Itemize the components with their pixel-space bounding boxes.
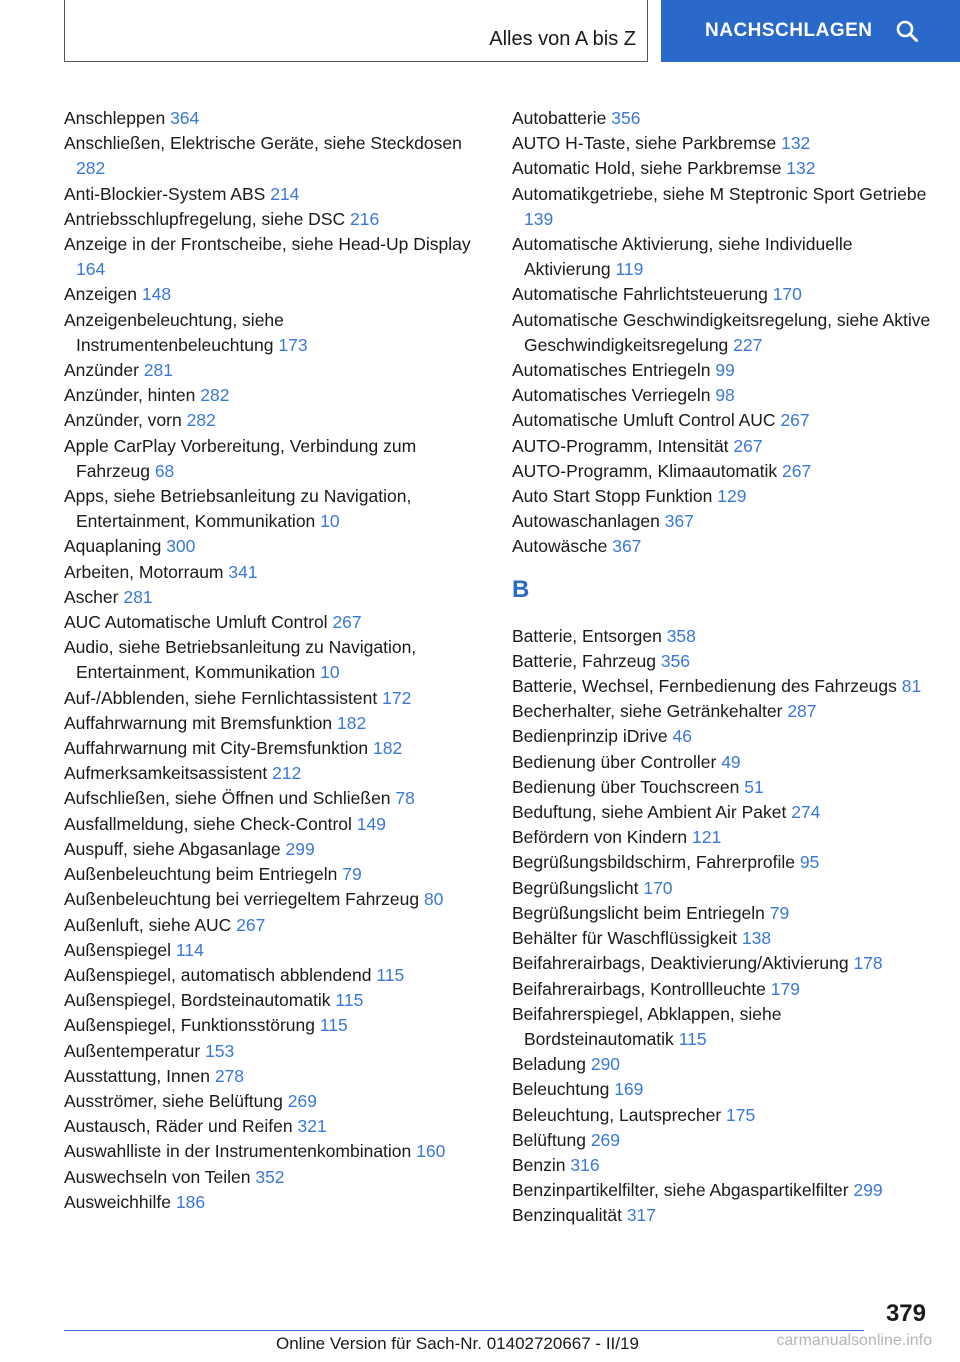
index-entry	[512, 408, 932, 433]
index-entry	[512, 509, 932, 534]
index-entry	[64, 1013, 484, 1038]
page-reference-link[interactable]: 178	[853, 953, 883, 974]
index-term: Bedienung über Touchscreen	[512, 776, 740, 797]
index-term: Anzünder, vorn	[64, 410, 182, 431]
index-term: Außenluft, siehe AUC	[64, 914, 232, 935]
index-entry	[512, 1103, 932, 1128]
index-term: Außenspiegel, Funktionsstörung	[64, 1015, 315, 1036]
index-entry	[512, 775, 932, 800]
page-reference-link[interactable]: 51	[744, 776, 764, 797]
index-entry	[64, 232, 484, 282]
index-term: Ausfallmeldung, siehe Check-Control	[64, 813, 352, 834]
page-reference-link[interactable]: 281	[123, 586, 153, 607]
index-term: Ausstattung, Innen	[64, 1065, 210, 1086]
index-term: Bedienprinzip iDrive	[512, 726, 668, 747]
index-term: Begrüßungslicht beim Entriegeln	[512, 902, 765, 923]
index-term: Anzünder, hinten	[64, 385, 196, 406]
index-entry	[512, 825, 932, 850]
index-group-a-continued	[512, 106, 932, 560]
index-term: Austausch, Räder und Reifen	[64, 1116, 293, 1137]
index-entry	[64, 786, 484, 811]
page-reference-link[interactable]: 10	[320, 662, 340, 683]
page-reference-link[interactable]: 281	[143, 360, 173, 381]
index-entry	[64, 1190, 484, 1215]
index-term: Bedienung über Controller	[512, 751, 717, 772]
index-term: Apps, siehe Betriebsanleitung zu Navigation, Entertainment, Kommunikation	[64, 486, 412, 532]
page-reference-link[interactable]: 316	[570, 1154, 600, 1175]
page-reference-link[interactable]: 81	[901, 676, 922, 697]
index-term: Automatische Aktivierung, siehe Individuelle Aktivierung	[512, 234, 853, 280]
index-entry	[64, 282, 484, 307]
page-reference-link[interactable]: 269	[590, 1129, 621, 1150]
index-term: Auffahrwarnung mit Bremsfunktion	[64, 712, 333, 733]
index-entry	[512, 282, 932, 307]
index-entry	[64, 686, 484, 711]
page-reference-link[interactable]: 356	[660, 650, 691, 671]
index-entry	[64, 207, 484, 232]
index-term: Aufschließen, siehe Öffnen und Schließen	[64, 788, 391, 809]
page-reference-link[interactable]: 148	[141, 284, 172, 305]
index-entry	[64, 1139, 484, 1164]
index-term: Beduftung, siehe Ambient Air Paket	[512, 802, 787, 823]
page-reference-link[interactable]: 214	[270, 183, 300, 204]
page-reference-link[interactable]: 175	[726, 1104, 756, 1125]
index-term: Aufmerksamkeitsassistent	[64, 763, 268, 784]
index-term: Anschleppen	[64, 108, 166, 128]
page-reference-link[interactable]: 49	[721, 751, 741, 772]
section-letter-b: B	[512, 575, 530, 603]
page-reference-link[interactable]: 170	[643, 877, 673, 898]
index-term: Außenbeleuchtung bei verriegeltem Fahrzeug	[64, 889, 420, 910]
index-entry	[64, 812, 484, 837]
index-entry	[64, 988, 484, 1013]
index-entry	[512, 800, 932, 825]
index-term: Antriebsschlupfregelung, siehe DSC	[64, 208, 346, 229]
index-term: Automatische Geschwindigkeitsregelung, siehe Aktive Geschwindigkeitsregelung	[512, 309, 931, 355]
page-reference-link[interactable]: 138	[741, 928, 772, 949]
index-entry	[512, 459, 932, 484]
index-entry	[512, 724, 932, 749]
page-reference-link[interactable]: 164	[76, 259, 106, 280]
index-entry	[64, 837, 484, 862]
page-reference-link[interactable]: 267	[236, 914, 266, 935]
index-entry	[512, 674, 932, 699]
index-term: Automatisches Verriegeln	[512, 385, 711, 406]
page-reference-link[interactable]: 321	[297, 1116, 327, 1137]
index-entry	[64, 711, 484, 736]
page-reference-link[interactable]: 282	[200, 385, 230, 406]
index-term: AUC Automatische Umluft Control	[64, 612, 328, 633]
index-term: Benzinpartikelfilter, siehe Abgaspartikelfilter	[512, 1180, 849, 1201]
index-entry	[512, 534, 932, 559]
page-reference-link[interactable]: 358	[666, 625, 696, 646]
index-term: Ascher	[64, 586, 119, 607]
index-entry	[512, 901, 932, 926]
index-term: Anzeigenbeleuchtung, siehe Instrumentenbeleuchtung	[64, 309, 284, 355]
page-reference-link[interactable]: 267	[782, 460, 812, 481]
index-entry	[64, 761, 484, 786]
page-reference-link[interactable]: 99	[715, 360, 735, 381]
page-reference-link[interactable]: 267	[780, 410, 810, 431]
index-term: Automatic Hold, siehe Parkbremse	[512, 158, 782, 179]
page-reference-link[interactable]: 160	[416, 1141, 446, 1162]
page-reference-link[interactable]: 282	[186, 410, 216, 431]
index-entry	[64, 484, 484, 534]
index-term: Auspuff, siehe Abgasanlage	[64, 838, 281, 859]
page-reference-link[interactable]: 98	[715, 385, 735, 406]
index-term: Beifahrerairbags, Deaktivierung/Aktivierung	[512, 953, 849, 974]
index-entry	[512, 131, 932, 156]
index-entry	[64, 736, 484, 761]
page-reference-link[interactable]: 216	[350, 208, 380, 229]
index-group-b	[512, 624, 932, 1229]
page-reference-link[interactable]: 10	[320, 511, 340, 532]
page-reference-link[interactable]: 186	[175, 1191, 206, 1212]
index-entry	[512, 1052, 932, 1077]
page-reference-link[interactable]: 129	[717, 486, 747, 507]
index-entry	[512, 156, 932, 181]
index-term: Batterie, Entsorgen	[512, 625, 662, 646]
page-reference-link[interactable]: 269	[287, 1090, 317, 1111]
page-reference-link[interactable]: 119	[615, 259, 644, 280]
index-term: Begrüßungsbildschirm, Fahrerprofile	[512, 852, 796, 873]
index-entry	[64, 1089, 484, 1114]
index-term: Außentemperatur	[64, 1040, 201, 1061]
index-term: Auswechseln von Teilen	[64, 1166, 251, 1187]
page-reference-link[interactable]: 172	[382, 687, 412, 708]
index-term: Audio, siehe Betriebsanleitung zu Navigation, Entertainment, Kommunikation	[64, 637, 417, 683]
page-reference-link[interactable]: 227	[733, 334, 763, 355]
index-term: Außenspiegel, Bordsteinautomatik	[64, 990, 331, 1011]
page-reference-link[interactable]: 182	[337, 712, 367, 733]
index-entry	[64, 610, 484, 635]
page-reference-link[interactable]: 212	[272, 763, 302, 784]
page-reference-link[interactable]: 68	[154, 460, 175, 481]
index-entry	[512, 699, 932, 724]
index-entry	[512, 1002, 932, 1052]
index-entry	[64, 408, 484, 433]
page-reference-link[interactable]: 149	[356, 813, 386, 834]
index-term: Begrüßungslicht	[512, 877, 639, 898]
index-entry	[64, 1114, 484, 1139]
index-term: Beleuchtung	[512, 1079, 610, 1100]
page-reference-link[interactable]: 287	[787, 701, 817, 722]
page-reference-link[interactable]: 115	[678, 1028, 707, 1049]
page-reference-link[interactable]: 121	[692, 827, 722, 848]
index-term: Benzinqualität	[512, 1205, 622, 1226]
index-entry	[512, 434, 932, 459]
index-entry	[512, 308, 932, 358]
page-reference-link[interactable]: 282	[76, 158, 106, 179]
index-column-right	[512, 106, 932, 1229]
index-term: Anzünder	[64, 360, 139, 381]
index-entry	[512, 232, 932, 282]
page-reference-link[interactable]: 79	[769, 902, 790, 923]
index-entry	[64, 1039, 484, 1064]
index-term: Arbeiten, Motorraum	[64, 561, 224, 582]
index-term: Anti-Blockier-System ABS	[64, 183, 266, 204]
index-term: Beladung	[512, 1054, 586, 1075]
page-reference-link[interactable]: 78	[395, 788, 415, 809]
page-reference-link[interactable]: 267	[332, 612, 362, 633]
search-icon[interactable]	[895, 19, 919, 43]
page-reference-link[interactable]: 352	[255, 1166, 285, 1187]
index-entry	[512, 106, 932, 131]
index-term: Außenspiegel	[64, 939, 172, 960]
watermark: carmanualsonline.info	[776, 1332, 932, 1349]
index-entry	[64, 862, 484, 887]
index-entry	[64, 182, 484, 207]
index-entry	[64, 1064, 484, 1089]
index-entry	[512, 750, 932, 775]
index-entry	[64, 560, 484, 585]
index-entry	[64, 358, 484, 383]
tab-nachschlagen[interactable]	[661, 0, 960, 62]
index-term: Beifahrerspiegel, Abklappen, siehe Bordsteinautomatik	[512, 1003, 782, 1049]
page-reference-link[interactable]: 173	[278, 334, 308, 355]
page-reference-link[interactable]: 341	[228, 561, 258, 582]
index-entry	[64, 383, 484, 408]
index-term: Befördern von Kindern	[512, 827, 688, 848]
index-entry	[512, 926, 932, 951]
page-reference-link[interactable]: 290	[590, 1054, 621, 1075]
page-reference-link[interactable]: 364	[170, 108, 200, 128]
tab-label: NACHSCHLAGEN	[705, 20, 873, 41]
index-term: Apple CarPlay Vorbereitung, Verbindung zum Fahrzeug	[64, 435, 417, 481]
index-term: AUTO-Programm, Klimaautomatik	[512, 460, 778, 481]
index-term: Anschließen, Elektrische Geräte, siehe Steckdosen	[64, 133, 462, 154]
index-entry	[512, 876, 932, 901]
index-term: Becherhalter, siehe Getränkehalter	[512, 701, 783, 722]
page-reference-link[interactable]: 115	[319, 1015, 348, 1036]
index-column-left	[64, 106, 484, 1215]
page-reference-link[interactable]: 132	[786, 158, 816, 179]
index-entry	[512, 182, 932, 232]
page-reference-link[interactable]: 356	[611, 108, 641, 128]
index-entry	[64, 913, 484, 938]
index-term: Benzin	[512, 1154, 566, 1175]
index-entry	[512, 1178, 932, 1203]
page-reference-link[interactable]: 179	[770, 978, 800, 999]
index-entry	[64, 308, 484, 358]
page-reference-link[interactable]: 114	[175, 939, 204, 960]
index-entry	[64, 1165, 484, 1190]
page-reference-link[interactable]: 317	[626, 1205, 657, 1226]
page-reference-link[interactable]: 182	[372, 738, 403, 759]
index-term: Belüftung	[512, 1129, 586, 1150]
page-reference-link[interactable]: 115	[335, 990, 364, 1011]
page-reference-link[interactable]: 132	[781, 133, 811, 154]
index-term: Beleuchtung, Lautsprecher	[512, 1104, 722, 1125]
index-entry	[512, 383, 932, 408]
index-term: Automatikgetriebe, siehe M Steptronic Sport Getriebe	[512, 183, 927, 204]
page-reference-link[interactable]: 169	[614, 1079, 644, 1100]
index-entry	[64, 434, 484, 484]
online-version-note: Online Version für Sach-Nr. 01402720667 - II/19	[276, 1334, 639, 1353]
page-reference-link[interactable]: 299	[853, 1180, 883, 1201]
page-reference-link[interactable]: 79	[342, 864, 362, 885]
page-reference-link[interactable]: 80	[423, 889, 444, 910]
index-term: Auto Start Stopp Funktion	[512, 486, 713, 507]
index-entry	[512, 624, 932, 649]
index-term: Aquaplaning	[64, 536, 162, 557]
page-reference-link[interactable]: 153	[205, 1040, 235, 1061]
index-term: Auf-/Abblenden, siehe Fernlichtassistent	[64, 687, 378, 708]
page-reference-link[interactable]: 115	[376, 964, 405, 985]
page-reference-link[interactable]: 300	[166, 536, 196, 557]
page-reference-link[interactable]: 299	[285, 838, 315, 859]
index-term: Anzeige in der Frontscheibe, siehe Head-Up Display	[64, 234, 471, 255]
page-reference-link[interactable]: 267	[733, 435, 763, 456]
index-term: Auffahrwarnung mit City-Bremsfunktion	[64, 738, 369, 759]
index-term: Automatisches Entriegeln	[512, 360, 711, 381]
index-term: Autowäsche	[512, 536, 608, 557]
section-title: Alles von A bis Z	[489, 28, 636, 50]
index-entry	[512, 1077, 932, 1102]
index-term: Automatische Umluft Control AUC	[512, 410, 776, 431]
page-reference-link[interactable]: 170	[772, 284, 802, 305]
index-term: Batterie, Fahrzeug	[512, 650, 656, 671]
page-reference-link[interactable]: 367	[612, 536, 642, 557]
footer-divider	[64, 1330, 864, 1331]
page-reference-link[interactable]: 274	[791, 802, 821, 823]
page-number: 379	[885, 1300, 926, 1327]
index-entry	[512, 358, 932, 383]
index-entry	[64, 106, 484, 131]
index-entry	[512, 1203, 932, 1228]
index-entry	[64, 938, 484, 963]
index-entry	[512, 649, 932, 674]
index-entry	[512, 977, 932, 1002]
page-reference-link[interactable]: 139	[524, 208, 554, 229]
index-entry	[512, 951, 932, 976]
index-term: Ausströmer, siehe Belüftung	[64, 1090, 283, 1111]
index-term: AUTO-Programm, Intensität	[512, 435, 729, 456]
index-entry	[512, 850, 932, 875]
index-term: Autobatterie	[512, 108, 607, 128]
index-term: Außenspiegel, automatisch abblendend	[64, 964, 372, 985]
index-term: Außenbeleuchtung beim Entriegeln	[64, 864, 338, 885]
page-reference-link[interactable]: 95	[799, 852, 820, 873]
index-term: Automatische Fahrlichtsteuerung	[512, 284, 768, 305]
index-term: Ausweichhilfe	[64, 1191, 171, 1212]
index-entry	[64, 635, 484, 685]
index-term: Beifahrerairbags, Kontrollleuchte	[512, 978, 766, 999]
index-entry	[64, 534, 484, 559]
page-reference-link[interactable]: 46	[672, 726, 692, 747]
index-term: Behälter für Waschflüssigkeit	[512, 928, 737, 949]
index-entry	[64, 585, 484, 610]
index-term: Batterie, Wechsel, Fernbedienung des Fahrzeugs	[512, 676, 897, 697]
index-entry	[64, 887, 484, 912]
index-entry	[512, 1153, 932, 1178]
page-reference-link[interactable]: 278	[214, 1065, 245, 1086]
index-entry	[64, 131, 484, 181]
index-term: Anzeigen	[64, 284, 137, 305]
index-term: Auswahlliste in der Instrumentenkombination	[64, 1141, 412, 1162]
index-entry	[512, 484, 932, 509]
page-reference-link[interactable]: 367	[664, 511, 694, 532]
index-entry	[512, 1128, 932, 1153]
index-entry	[64, 963, 484, 988]
index-term: AUTO H-Taste, siehe Parkbremse	[512, 133, 777, 154]
index-term: Autowaschanlagen	[512, 511, 660, 532]
